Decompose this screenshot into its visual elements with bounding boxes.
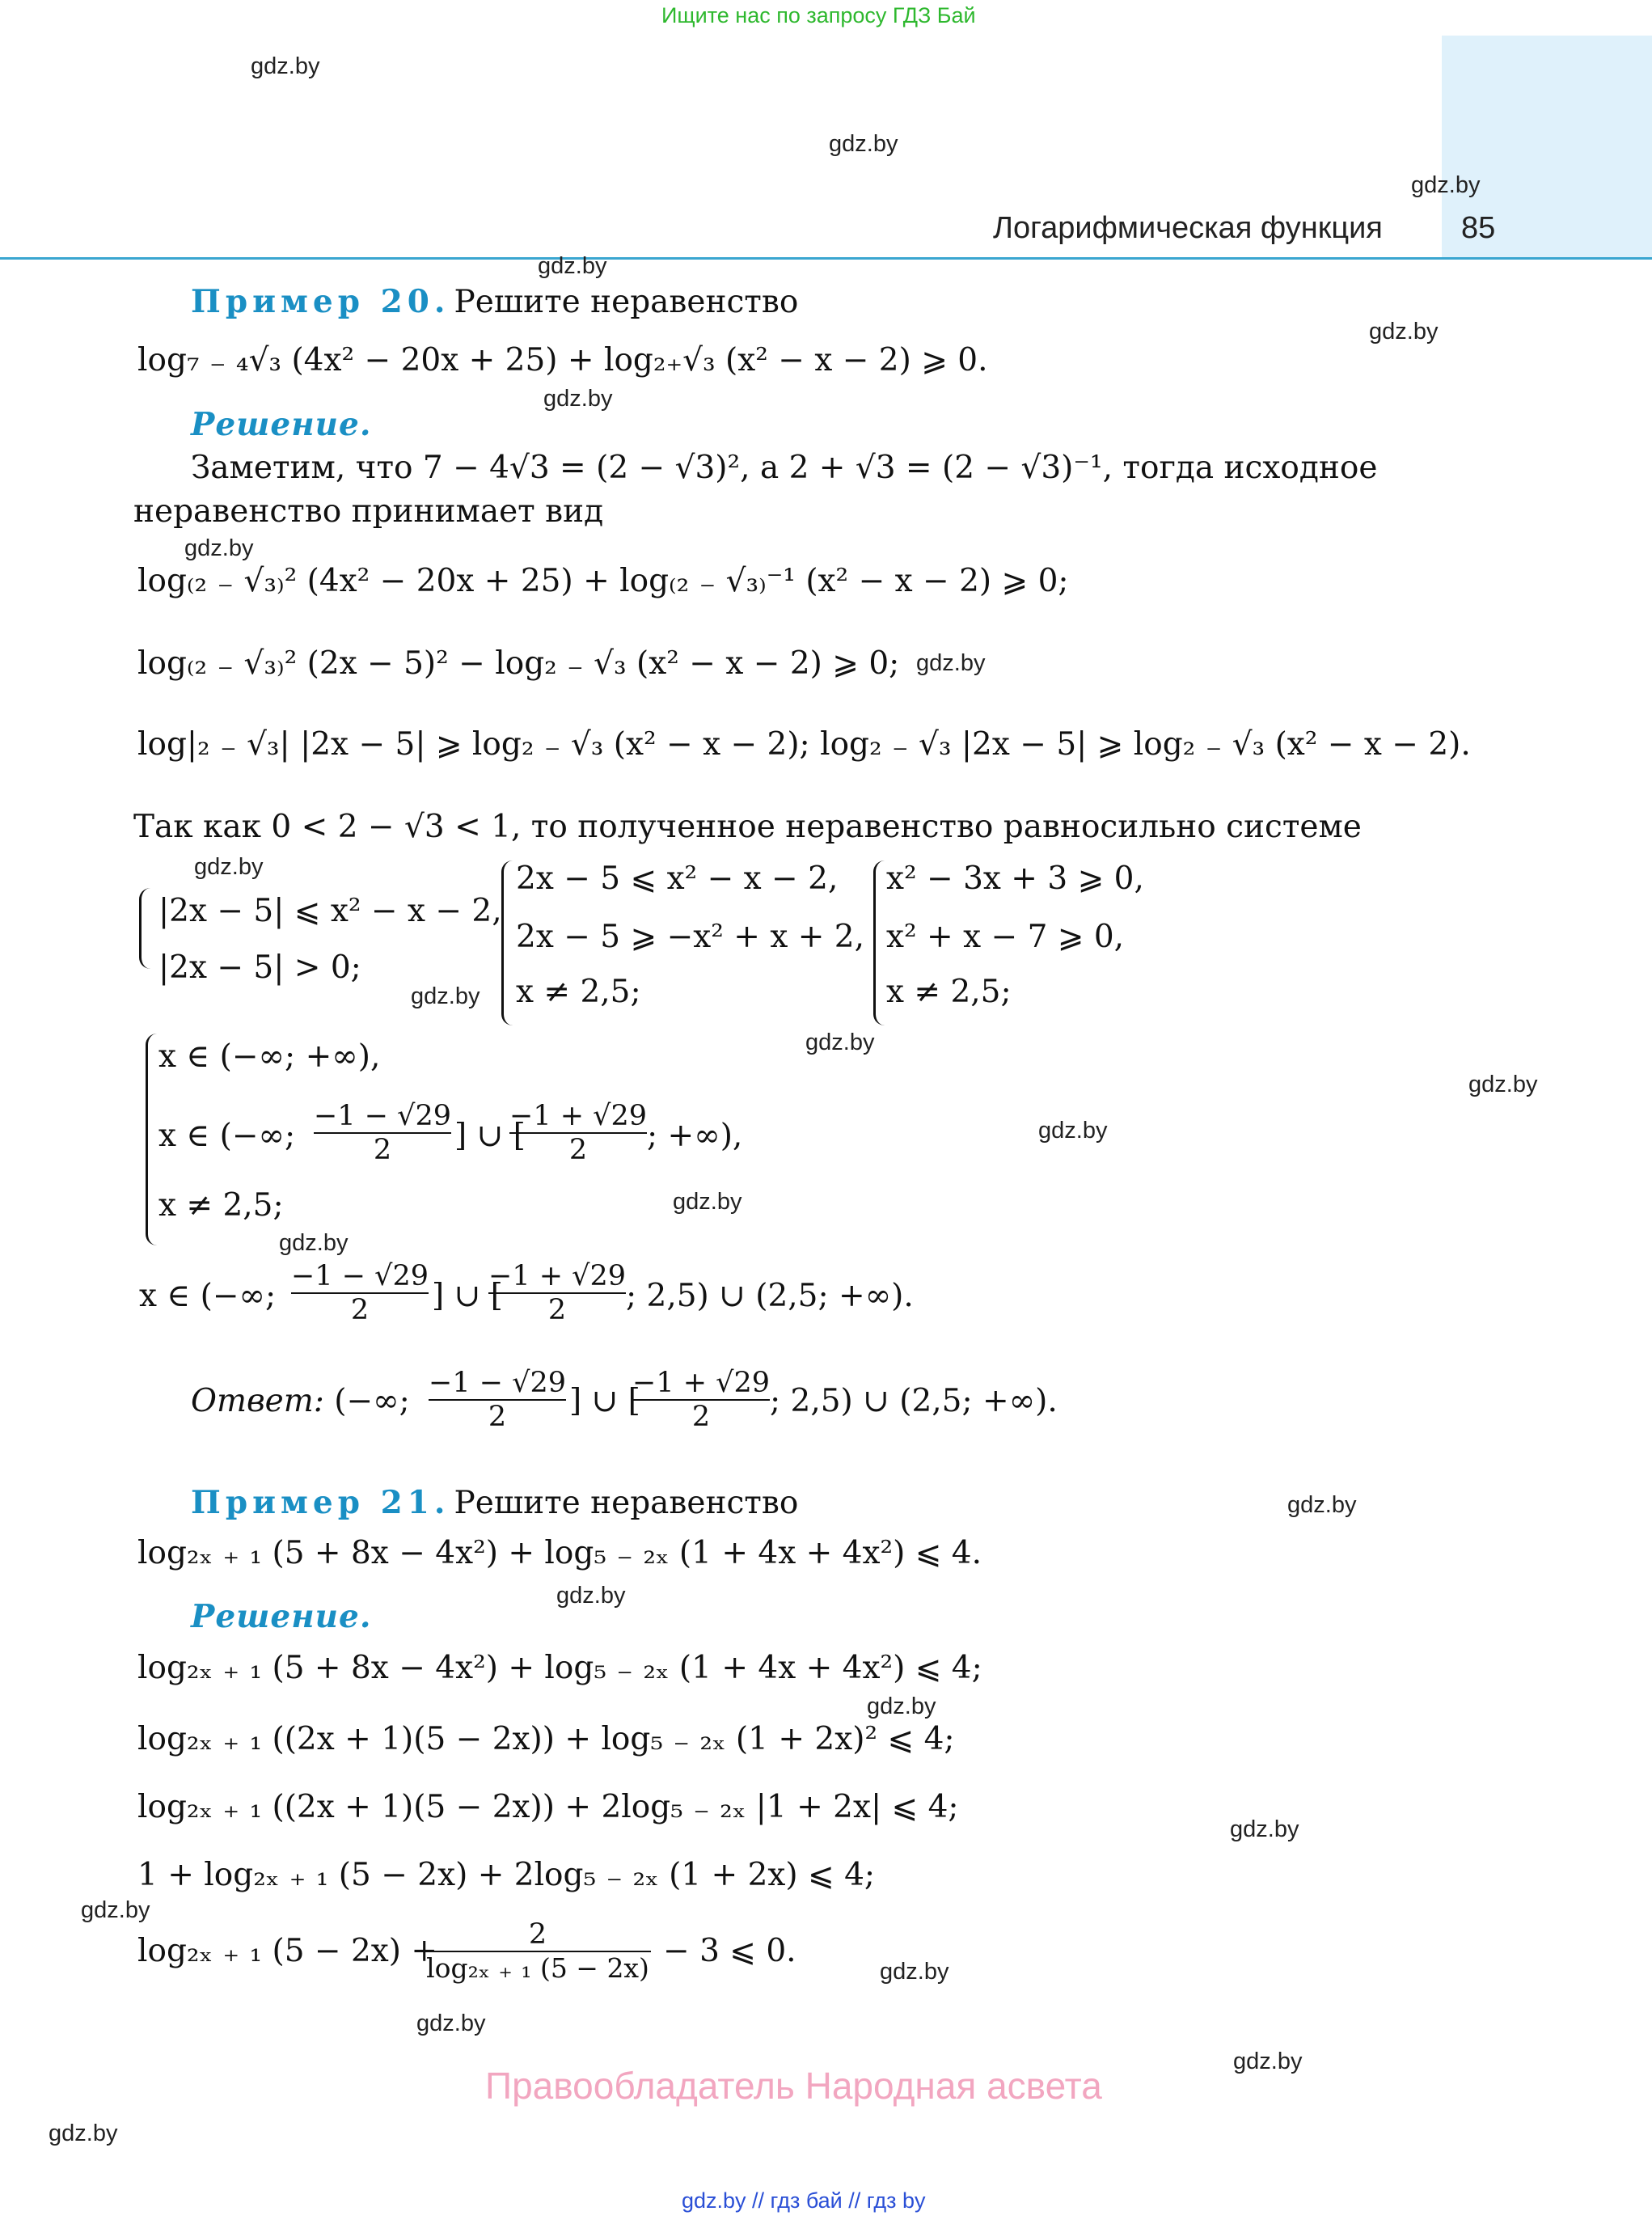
result-frac-minus xyxy=(291,1260,429,1326)
system4-frac-plus xyxy=(509,1100,647,1166)
system4-line2-start: x ∈ (−∞; xyxy=(158,1118,296,1154)
system3-line1: x² − 3x + 3 ⩾ 0, xyxy=(886,860,1144,897)
example-21-step5-end: − 3 ⩽ 0. xyxy=(663,1933,796,1969)
system3-line2: x² + x − 7 ⩾ 0, xyxy=(886,919,1125,955)
watermark: gdz.by xyxy=(49,2120,118,2146)
watermark: gdz.by xyxy=(1468,1072,1538,1097)
system2-line2: 2x − 5 ⩾ −x² + x + 2, xyxy=(516,919,865,955)
header-divider xyxy=(0,257,1652,260)
answer-frac-minus xyxy=(429,1367,566,1433)
frac-denominator: 2 xyxy=(488,1401,507,1433)
example-21-step5-start: log₂ₓ ₊ ₁ (5 − 2x) + xyxy=(137,1933,438,1969)
watermark: gdz.by xyxy=(416,2010,486,2036)
watermark: gdz.by xyxy=(867,1693,936,1719)
example-20-step1: log₍₂ ₋ √₃₎² (4x² − 20x + 25) + log₍₂ ₋ √₃₎⁻¹ (x² − x − 2) ⩾ 0; xyxy=(137,563,1069,599)
answer-end: ; 2,5) ∪ (2,5; +∞). xyxy=(770,1383,1058,1419)
frac-denominator: 2 xyxy=(350,1294,370,1326)
example-21-heading: Пример 21. xyxy=(191,1484,450,1521)
answer-row xyxy=(191,1383,410,1419)
watermark: gdz.by xyxy=(1230,1816,1299,1842)
system4-line3: x ≠ 2,5; xyxy=(158,1187,284,1224)
watermark: gdz.by xyxy=(81,1897,150,1923)
system1-brace xyxy=(139,888,156,969)
result-end: ; 2,5) ∪ (2,5; +∞). xyxy=(626,1278,914,1314)
result-union: ] ∪ [ xyxy=(432,1278,503,1314)
watermark: gdz.by xyxy=(1038,1118,1108,1144)
frac-denominator: 2 xyxy=(547,1294,567,1326)
example-20-step3: log|₂ ₋ √₃| |2x − 5| ⩾ log₂ ₋ √₃ (x² − x − 2); log₂ ₋ √₃ |2x − 5| ⩾ log₂ ₋ √₃ (x² − x − 2). xyxy=(137,726,1471,763)
frac-numerator: −1 − √29 xyxy=(314,1100,452,1132)
system2-line1: 2x − 5 ⩽ x² − x − 2, xyxy=(516,860,839,897)
example-21-task: Решите неравенство xyxy=(454,1485,799,1521)
system1-line2: |2x − 5| > 0; xyxy=(158,949,361,986)
example-20-note-line2: неравенство принимает вид xyxy=(133,493,604,530)
watermark: gdz.by xyxy=(279,1230,349,1256)
example-20-task: Решите неравенство xyxy=(454,284,799,320)
example-21-step3: log₂ₓ ₊ ₁ ((2x + 1)(5 − 2x)) + 2log₅ ₋ ₂ₓ |1 + 2x| ⩽ 4; xyxy=(137,1789,959,1825)
example-20-heading: Пример 20. xyxy=(191,283,450,320)
example-21-step2: log₂ₓ ₊ ₁ ((2x + 1)(5 − 2x)) + log₅ ₋ ₂ₓ (1 + 2x)² ⩽ 4; xyxy=(137,1721,955,1757)
frac-denominator: log₂ₓ ₊ ₁ (5 − 2x) xyxy=(426,1952,649,1984)
result-frac-plus xyxy=(488,1260,626,1326)
frac-numerator: −1 − √29 xyxy=(291,1260,429,1292)
system1-line1: |2x − 5| ⩽ x² − x − 2, xyxy=(158,893,502,929)
frac-denominator: 2 xyxy=(691,1401,711,1433)
example-20-solution-label: Решение. xyxy=(191,406,372,443)
example-21-step5-frac xyxy=(425,1918,651,1984)
system4-line1: x ∈ (−∞; +∞), xyxy=(158,1038,381,1075)
frac-numerator: −1 + √29 xyxy=(632,1367,771,1399)
example-21-step1: log₂ₓ ₊ ₁ (5 + 8x − 4x²) + log₅ ₋ ₂ₓ (1 + 4x + 4x²) ⩽ 4; xyxy=(137,1650,982,1686)
frac-numerator: −1 − √29 xyxy=(429,1367,567,1399)
system4-union: ] ∪ [ xyxy=(454,1118,526,1154)
watermark: gdz.by xyxy=(673,1189,742,1215)
footer-links[interactable]: gdz.by // гдз бай // гдз by xyxy=(682,2188,926,2213)
watermark: gdz.by xyxy=(543,386,613,412)
example-20-heading-row xyxy=(191,283,798,320)
watermark: gdz.by xyxy=(916,650,986,676)
watermark: gdz.by xyxy=(880,1959,949,1985)
watermark: gdz.by xyxy=(1233,2049,1303,2074)
top-banner[interactable]: Ищите нас по запросу ГДЗ Бай xyxy=(661,3,976,27)
watermark: gdz.by xyxy=(194,854,264,880)
watermark: gdz.by xyxy=(1369,319,1439,345)
result-start: x ∈ (−∞; xyxy=(139,1278,277,1314)
watermark: gdz.by xyxy=(251,53,320,79)
example-20-since-text: Так как 0 < 2 − √3 < 1, то полученное неравенство равносильно системе xyxy=(133,809,1362,845)
frac-numerator: −1 + √29 xyxy=(488,1260,627,1292)
frac-numerator: 2 xyxy=(425,1918,651,1952)
answer-frac-plus xyxy=(632,1367,770,1433)
example-20-step2: log₍₂ ₋ √₃₎² (2x − 5)² − log₂ ₋ √₃ (x² − x − 2) ⩾ 0; xyxy=(137,645,900,682)
chapter-title: Логарифмическая функция xyxy=(993,211,1383,245)
watermark: gdz.by xyxy=(805,1030,875,1055)
answer-start: (−∞; xyxy=(334,1383,410,1419)
watermark: gdz.by xyxy=(829,131,898,157)
system2-line3: x ≠ 2,5; xyxy=(516,974,641,1010)
frac-denominator: 2 xyxy=(568,1134,588,1166)
example-21-step4: 1 + log₂ₓ ₊ ₁ (5 − 2x) + 2log₅ ₋ ₂ₓ (1 + 2x) ⩽ 4; xyxy=(137,1857,876,1893)
system3-line3: x ≠ 2,5; xyxy=(886,974,1012,1010)
watermark: gdz.by xyxy=(184,535,254,561)
watermark: gdz.by xyxy=(411,983,480,1009)
frac-denominator: 2 xyxy=(373,1134,392,1166)
frac-numerator: −1 + √29 xyxy=(509,1100,648,1132)
watermark: gdz.by xyxy=(538,253,607,279)
watermark: gdz.by xyxy=(556,1583,626,1609)
watermark: gdz.by xyxy=(1287,1492,1357,1518)
copyright-notice: Правообладатель Народная асвета xyxy=(485,2065,1102,2107)
example-21-heading-row xyxy=(191,1484,798,1521)
watermark: gdz.by xyxy=(1411,172,1481,198)
answer-union: ] ∪ [ xyxy=(569,1383,640,1419)
example-20-note-line1: Заметим, что 7 − 4√3 = (2 − √3)², а 2 + √3 = (2 − √3)⁻¹, тогда исходное xyxy=(191,450,1378,486)
example-21-inequality: log₂ₓ ₊ ₁ (5 + 8x − 4x²) + log₅ ₋ ₂ₓ (1 + 4x + 4x²) ⩽ 4. xyxy=(137,1535,982,1571)
system4-frac-minus xyxy=(314,1100,451,1166)
page-number: 85 xyxy=(1461,211,1496,245)
example-21-solution-label: Решение. xyxy=(191,1598,372,1635)
answer-label: Ответ: xyxy=(191,1383,324,1419)
system4-line2-end: ; +∞), xyxy=(647,1118,743,1154)
example-20-inequality: log₇ ₋ ₄√₃ (4x² − 20x + 25) + log₂₊√₃ (x² − x − 2) ⩾ 0. xyxy=(137,342,988,378)
